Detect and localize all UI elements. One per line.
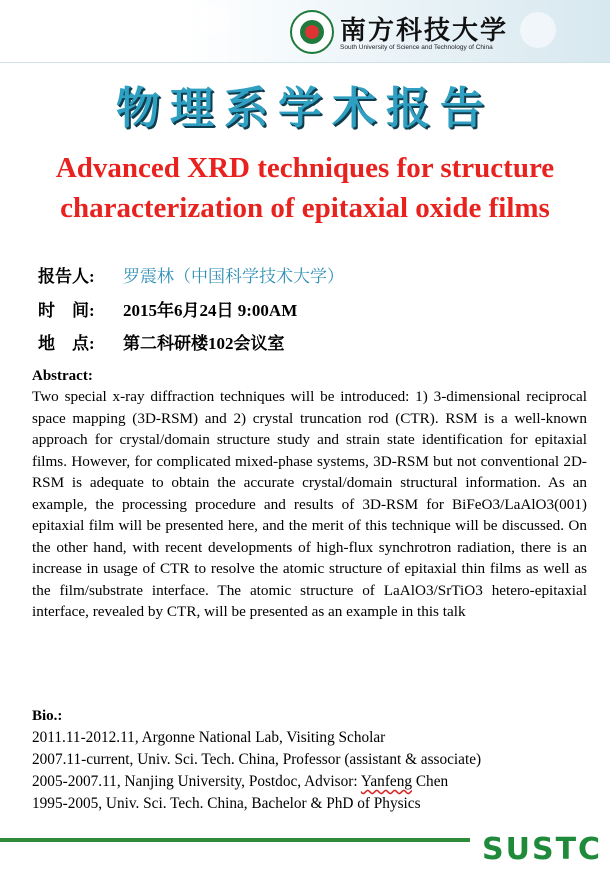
bio-item bbox=[32, 771, 481, 793]
talk-title-line1: Advanced XRD techniques for structure bbox=[55, 152, 555, 184]
advisor-lastname: Chen bbox=[412, 773, 449, 790]
header-band bbox=[0, 0, 610, 63]
department-title: 物理系学术报告 bbox=[116, 83, 494, 134]
logo-cn: 南方科技大学 bbox=[340, 16, 509, 46]
place-row bbox=[38, 329, 285, 354]
university-logo bbox=[290, 10, 509, 56]
speaker-row bbox=[38, 262, 344, 287]
bio-item-text: 2005-2007.11, Nanjing University, Postdoc, Advisor: bbox=[32, 773, 361, 790]
place-label: 地 点: bbox=[38, 334, 95, 353]
abstract-heading: Abstract: bbox=[32, 368, 93, 384]
time-label: 时 间: bbox=[38, 301, 95, 320]
footer-logo: SUSTC bbox=[482, 832, 603, 867]
bio-item: 1995-2005, Univ. Sci. Tech. China, Bachelor & PhD of Physics bbox=[32, 795, 421, 812]
bio-item: 2011.11-2012.11, Argonne National Lab, Visiting Scholar bbox=[32, 729, 386, 746]
time-row bbox=[38, 296, 297, 321]
speaker-value: 罗震林（中国科学技术大学） bbox=[123, 267, 344, 286]
bio-list bbox=[32, 727, 481, 815]
speaker-label: 报告人: bbox=[38, 267, 95, 286]
abstract-text: Two special x-ray diffraction techniques will be introduced: 1) 3-dimensional reciprocal space mapping (3D-RSM) and 2) crystal truncation rod (CTR). RSM is a well-known approach for crystal/domain structure study and strain state identification for epitaxial films. However, for complicated mixed-phase systems, 3D-RSM but not conventional 2D-RSM is adequate to obtain the accurate crystal/domain structural information. As an example, the processing procedure and results of 3D-RSM for BiFeO3/LaAlO3(001) epitaxial film will be presented here, and the merit of this technique will be discussed. On the other hand, with recent developments of high-flux synchrotron radiation, there is an increase in usage of CTR to resolve the atomic structure of epitaxial thin films as well as the film/substrate interface. The atomic structure of LaAlO3/SrTiO3 hetero-epitaxial interface, revealed by CTR, will be presented as an example in this talk bbox=[32, 388, 587, 620]
talk-title-line2: characterization of epitaxial oxide films bbox=[60, 192, 550, 224]
university-seal-icon bbox=[290, 10, 334, 54]
bio-item: 2007.11-current, Univ. Sci. Tech. China, Professor (assistant & associate) bbox=[32, 751, 482, 768]
footer-divider bbox=[0, 838, 470, 842]
logo-en: South University of Science and Technology of China bbox=[340, 44, 493, 51]
bio-heading: Bio.: bbox=[32, 708, 63, 724]
advisor-firstname: Yanfeng bbox=[360, 773, 413, 790]
talk-title bbox=[10, 148, 600, 228]
time-value: 2015年6月24日 9:00AM bbox=[123, 301, 298, 320]
place-value: 第二科研楼102会议室 bbox=[123, 334, 285, 353]
